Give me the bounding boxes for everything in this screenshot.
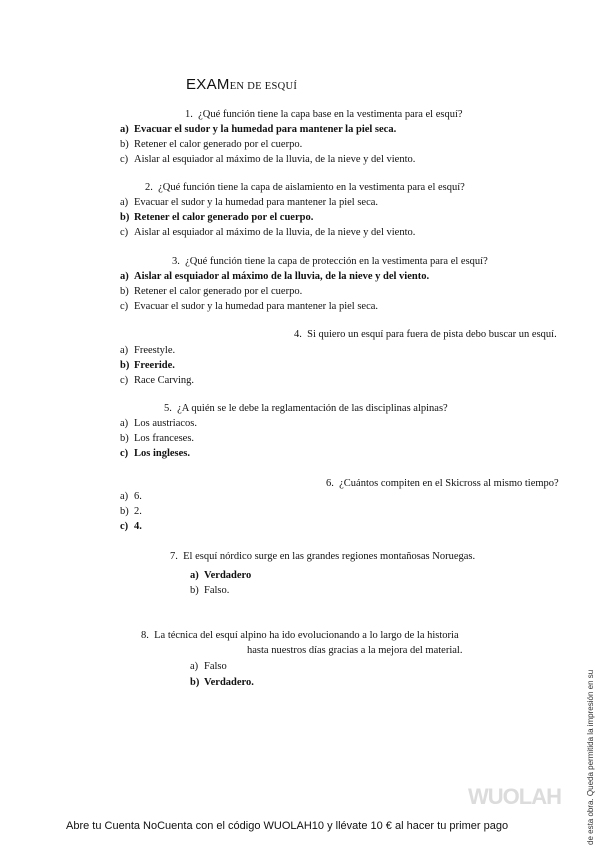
question-1 (185, 109, 463, 120)
wuolah-logo: WUOLAH (468, 784, 561, 809)
question-text: El esquí nórdico surge en las grandes regiones montañosas Noruegas. (183, 551, 476, 562)
title-rest: EN DE ESQUÍ (229, 81, 298, 92)
option-1c: c) Aislar al esquiador al máximo de la lluvia, de la nieve y del viento. (120, 154, 416, 165)
option-5b: b) Los franceses. (120, 433, 195, 444)
question-8-line2: hasta nuestros días gracias a la mejora del material. (247, 645, 463, 656)
question-number: 4. (294, 329, 302, 340)
question-number: 1. (185, 109, 193, 120)
question-text: ¿Qué función tiene la capa base en la vestimenta para el esquí? (198, 109, 463, 120)
option-2a: a) Evacuar el sudor y la humedad para mantener la piel seca. (120, 197, 379, 208)
option-2b: b) Retener el calor generado por el cuerpo. (120, 212, 314, 223)
question-number: 8. (141, 630, 149, 641)
option-7a: a) Verdadero (190, 570, 252, 581)
question-text: ¿Qué función tiene la capa de protección en la vestimenta para el esquí? (185, 256, 488, 267)
question-8 (141, 630, 459, 641)
question-7 (170, 551, 475, 562)
option-8a: a) Falso (190, 661, 227, 672)
question-6 (326, 478, 559, 489)
question-text: ¿Qué función tiene la capa de aislamiento en la vestimenta para el esquí? (158, 182, 465, 193)
option-1b: b) Retener el calor generado por el cuerpo. (120, 139, 303, 150)
question-number: 3. (172, 256, 180, 267)
option-6a: a) 6. (120, 491, 142, 502)
question-number: 2. (145, 182, 153, 193)
question-number: 7. (170, 551, 178, 562)
question-text: Si quiero un esquí para fuera de pista debo buscar un esquí. (307, 329, 557, 340)
question-text: ¿A quién se le debe la reglamentación de las disciplinas alpinas? (177, 403, 448, 414)
option-4a: a) Freestyle. (120, 345, 176, 356)
option-4c: c) Race Carving. (120, 375, 195, 386)
question-3 (172, 256, 488, 267)
question-text: La técnica del esquí alpino ha ido evolucionando a lo largo de la historia (154, 630, 459, 641)
side-copyright-note: de esta obra. Queda permitida la impresión en su (586, 669, 595, 845)
option-5c: c) Los ingleses. (120, 448, 191, 459)
option-3b: b) Retener el calor generado por el cuerpo. (120, 286, 303, 297)
question-text: ¿Cuántos compiten en el Skicross al mismo tiempo? (339, 478, 559, 489)
option-6c: c) 4. (120, 521, 142, 532)
option-8b: b) Verdadero. (190, 677, 254, 688)
option-7b: b) Falso. (190, 585, 230, 596)
option-3c: c) Evacuar el sudor y la humedad para mantener la piel seca. (120, 301, 379, 312)
option-3a: a) Aislar al esquiador al máximo de la lluvia, de la nieve y del viento. (120, 271, 430, 282)
question-5 (164, 403, 448, 414)
question-4 (294, 329, 557, 340)
option-1a: a) Evacuar el sudor y la humedad para mantener la piel seca. (120, 124, 397, 135)
question-2 (145, 182, 465, 193)
title-caps: EXAM (186, 76, 230, 93)
option-4b: b) Freeride. (120, 360, 175, 371)
footer-promo: Abre tu Cuenta NoCuenta con el código WUOLAH10 y llévate 10 € al hacer tu primer pago (66, 820, 509, 832)
question-number: 6. (326, 478, 334, 489)
option-6b: b) 2. (120, 506, 142, 517)
question-number: 5. (164, 403, 172, 414)
option-5a: a) Los austriacos. (120, 418, 197, 429)
exam-title (186, 76, 297, 94)
option-2c: c) Aislar al esquiador al máximo de la lluvia, de la nieve y del viento. (120, 227, 416, 238)
